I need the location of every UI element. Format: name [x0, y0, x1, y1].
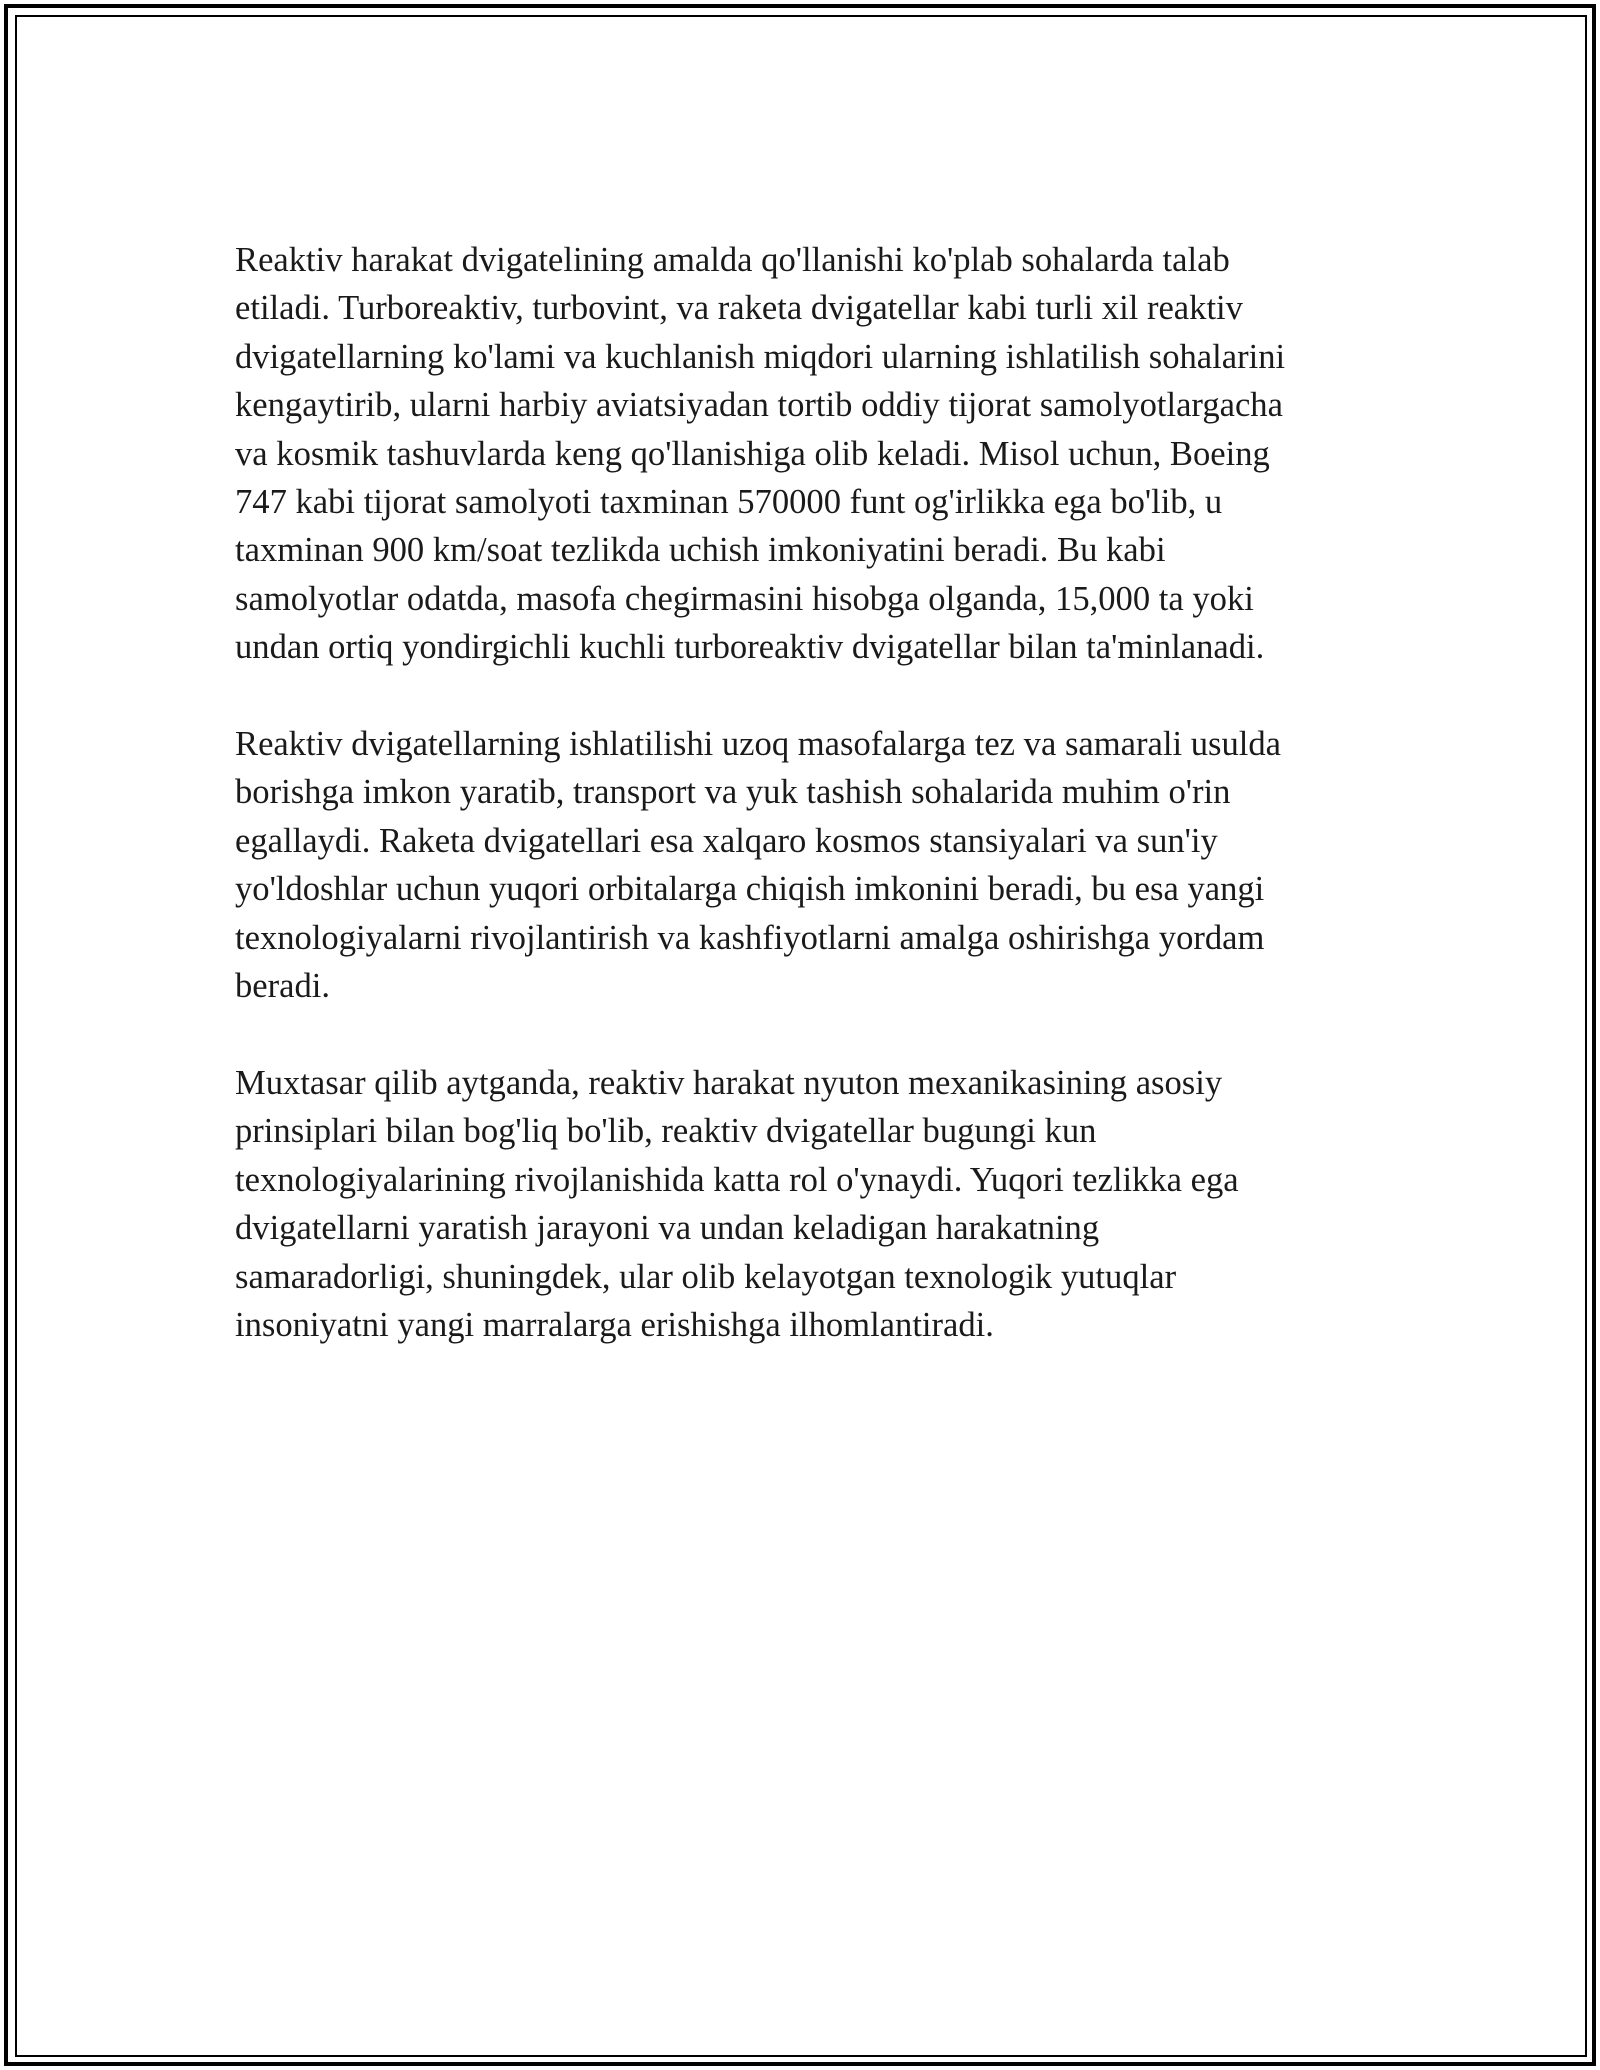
paragraph-conclusion: Muxtasar qilib aytganda, reaktiv harakat nyuton mexanikasining asosiy prinsiplari bilan bog'liq bo'lib, reaktiv dvigatellar bugungi kun texnologiyalarining rivojlanishida katta rol o'ynaydi. Yuqori tezlikka ega dvigatellarni yaratish jarayoni va undan keladigan harakatning samaradorligi, shuningdek, ular olib kelayotgan texnologik yutuqlar insoniyatni yangi marralarga erishishga ilhomlantiradi.	[235, 1063, 1239, 1344]
paragraph-applications: Reaktiv harakat dvigatelining amalda qo'llanishi ko'plab sohalarda talab etiladi. Turboreaktiv, turbovint, va raketa dvigatellar kabi turli xil reaktiv dvigatellarning ko'lami va kuchlanish miqdori ularning ishlatilish sohalarini kengaytirib, ularni harbiy aviatsiyadan tortib oddiy tijorat samolyotlargacha va kosmik tashuvlarda keng qo'llanishiga olib keladi. Misol uchun, Boeing 747 kabi tijorat samolyoti taxminan 570000 funt og'irlikka ega bo'lib, u taxminan 900 km/soat tezlikda uchish imkoniyatini beradi. Bu kabi samolyotlar odatda, masofa chegirmasini hisobga olganda, 15,000 ta yoki undan ortiq yondirgichli kuchli turboreaktiv dvigatellar bilan ta'minlanadi.	[235, 241, 1286, 667]
document-body	[235, 236, 1357, 1349]
paragraph-transport-space: Reaktiv dvigatellarning ishlatilishi uzoq masofalarga tez va samarali usulda borishga imkon yaratib, transport va yuk tashish sohalarida muhim o'rin egallaydi. Raketa dvigatellari esa xalqaro kosmos stansiyalari va sun'iy yo'ldoshlar uchun yuqori orbitalarga chiqish imkonini beradi, bu esa yangi texnologiyalarni rivojlantirish va kashfiyotlarni amalga oshirishga yordam beradi.	[235, 725, 1282, 1006]
